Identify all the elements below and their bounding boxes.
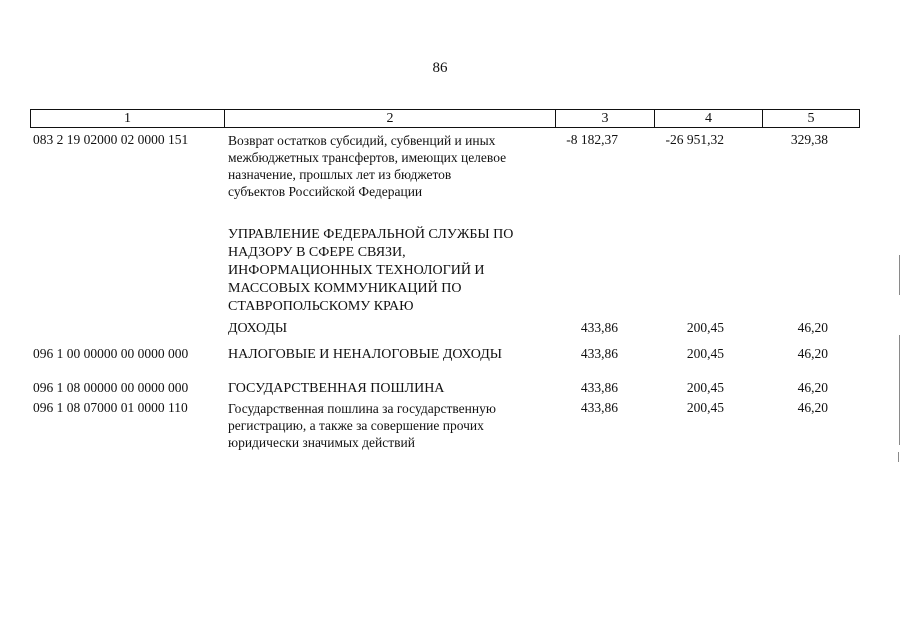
scan-artifact (899, 335, 900, 445)
header-col-2: 2 (386, 111, 394, 126)
description-line: СТАВРОПОЛЬСКОМУ КРАЮ (228, 299, 414, 314)
description-line: ГОСУДАРСТВЕННАЯ ПОШЛИНА (228, 381, 445, 396)
row-description (228, 400, 528, 451)
budget-code: 096 1 08 00000 00 0000 000 (33, 380, 189, 395)
value-col-5: 46,20 (797, 400, 828, 415)
value-col-5: 46,20 (797, 346, 828, 361)
value-col-5: 46,20 (797, 320, 828, 335)
value-col-3: 433,86 (580, 400, 618, 415)
value-col-4: 200,45 (686, 320, 724, 335)
scan-artifact (899, 255, 900, 295)
value-col-5: 46,20 (797, 380, 828, 395)
row-description (228, 380, 538, 398)
description-line: НАЛОГОВЫЕ И НЕНАЛОГОВЫЕ ДОХОДЫ (228, 347, 502, 362)
description-line: ИНФОРМАЦИОННЫХ ТЕХНОЛОГИЙ И (228, 263, 485, 278)
row-description (228, 320, 538, 338)
description-line: межбюджетных трансфертов, имеющих целевое (228, 150, 507, 165)
value-col-3: -8 182,37 (566, 132, 618, 147)
value-col-4: 200,45 (686, 346, 724, 361)
value-col-4: 200,45 (686, 400, 724, 415)
table-header (30, 109, 860, 128)
header-col-1: 1 (124, 111, 131, 126)
page-number: 86 (432, 60, 448, 76)
department-heading (228, 226, 538, 316)
budget-code: 096 1 00 00000 00 0000 000 (33, 346, 189, 361)
value-col-4: -26 951,32 (665, 132, 724, 147)
budget-code: 096 1 08 07000 01 0000 110 (33, 400, 188, 415)
header-col-5: 5 (807, 111, 815, 126)
description-line: НАДЗОРУ В СФЕРЕ СВЯЗИ, (228, 245, 406, 260)
description-line: ДОХОДЫ (228, 321, 288, 336)
row-description (228, 132, 528, 200)
description-line: субъектов Российской Федерации (228, 184, 423, 199)
description-line: Возврат остатков субсидий, субвенций и иных (228, 133, 496, 148)
value-col-4: 200,45 (686, 380, 724, 395)
description-line: назначение, прошлых лет из бюджетов (228, 167, 452, 182)
value-col-3: 433,86 (580, 346, 618, 361)
budget-code: 083 2 19 02000 02 0000 151 (33, 132, 189, 147)
description-line: регистрацию, а также за совершение прочих (228, 418, 484, 433)
scan-artifact (898, 452, 899, 462)
header-col-4: 4 (705, 111, 712, 126)
header-col-3: 3 (601, 111, 609, 126)
description-line: Государственная пошлина за государственную (228, 401, 496, 416)
value-col-3: 433,86 (580, 320, 618, 335)
description-line: УПРАВЛЕНИЕ ФЕДЕРАЛЬНОЙ СЛУЖБЫ ПО (228, 227, 514, 242)
value-col-5: 329,38 (790, 132, 828, 147)
value-col-3: 433,86 (580, 380, 618, 395)
row-description (228, 346, 538, 364)
description-line: МАССОВЫХ КОММУНИКАЦИЙ ПО (228, 281, 462, 296)
description-line: юридически значимых действий (228, 435, 415, 450)
